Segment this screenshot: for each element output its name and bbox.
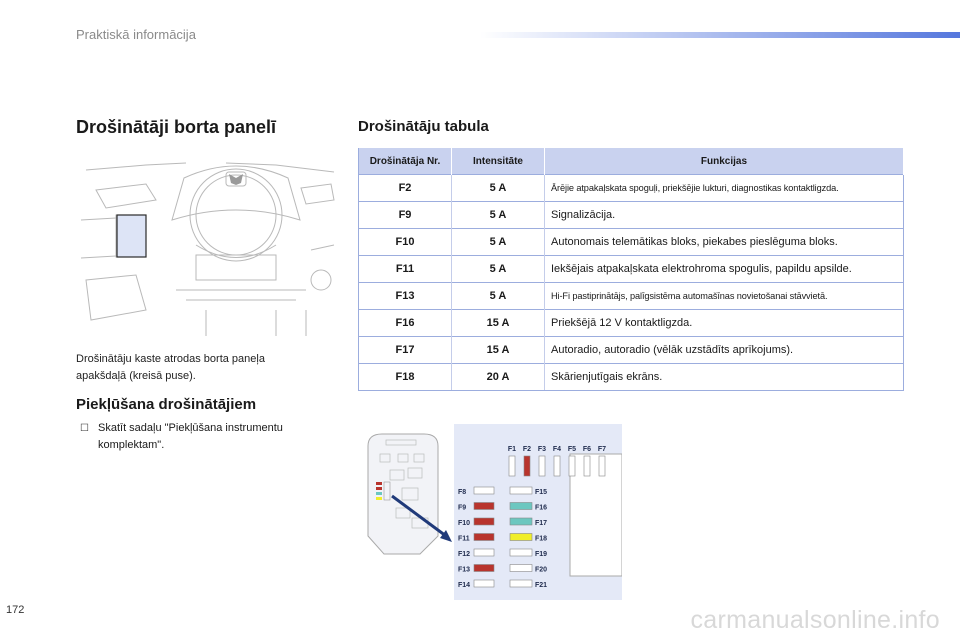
fuse-slot-f18 xyxy=(510,534,532,541)
fuse-slot-f11 xyxy=(474,534,494,541)
fuse-label-f13: F13 xyxy=(458,566,471,574)
fuse-box-overview xyxy=(368,434,452,554)
fuse-slot-f20 xyxy=(510,565,532,572)
fuse-table-title: Drošinātāju tabula xyxy=(358,118,489,135)
fuse-function: Autonomais telemātikas bloks, piekabes pieslēguma bloks. xyxy=(545,229,904,256)
intensity-header: Intensitāte xyxy=(452,148,545,175)
functions-header: Funkcijas xyxy=(545,148,904,175)
table-row xyxy=(359,202,904,229)
watermark: carmanualsonline.info xyxy=(690,606,940,634)
fuse-number: F10 xyxy=(359,229,452,256)
fuse-slot-f9 xyxy=(474,503,494,510)
fuse-label-f15: F15 xyxy=(535,489,548,496)
fuse-intensity: 20 A xyxy=(452,364,545,391)
fuse-slot-f19 xyxy=(510,549,532,556)
fuse-slot-f4 xyxy=(554,456,560,476)
fuse-slot-f7 xyxy=(599,456,605,476)
fuse-function: Signalizācija. xyxy=(545,202,904,229)
fuse-label-f9: F9 xyxy=(458,504,467,512)
fuse-label-f1: F1 xyxy=(507,446,517,453)
fuse-label-f6: F6 xyxy=(582,446,592,453)
table-row xyxy=(359,283,904,310)
table-row xyxy=(359,337,904,364)
fuse-label-f8: F8 xyxy=(458,489,467,496)
fuse-function: Hi-Fi pastiprinātājs, palīgsistēma automašīnas novietošanai stāvvietā. xyxy=(545,283,904,310)
fuses-dashboard-title: Drošinātāji borta panelī xyxy=(76,117,277,137)
table-row xyxy=(359,256,904,283)
fuse-number: F17 xyxy=(359,337,452,364)
fuse-number: F13 xyxy=(359,283,452,310)
fuse-slot-f10 xyxy=(474,518,494,525)
fuse-slot-f5 xyxy=(569,456,575,476)
fuse-number-header: Drošinātāja Nr. xyxy=(359,148,452,175)
bullet-icon: ☐ xyxy=(80,423,89,434)
fuse-intensity: 5 A xyxy=(452,256,545,283)
table-row xyxy=(359,175,904,202)
fuse-function: Skārienjutīgais ekrāns. xyxy=(545,364,904,391)
fuse-intensity: 5 A xyxy=(452,202,545,229)
fuse-slot-f2 xyxy=(524,456,530,476)
fuse-slot-f14 xyxy=(474,580,494,587)
table-row xyxy=(359,229,904,256)
header-bar xyxy=(480,32,960,38)
fuse-label-f12: F12 xyxy=(458,551,471,558)
fuse-slot-f6 xyxy=(584,456,590,476)
fuse-slot-f17 xyxy=(510,518,532,525)
fuse-intensity: 5 A xyxy=(452,283,545,310)
fuse-label-f18: F18 xyxy=(535,535,548,543)
fuse-access-title: Piekļūšana drošinātājiem xyxy=(76,396,257,413)
page-number: 172 xyxy=(6,604,25,616)
table-row xyxy=(359,364,904,391)
fuse-slot-f13 xyxy=(474,565,494,572)
fuse-number: F18 xyxy=(359,364,452,391)
fuse-intensity: 15 A xyxy=(452,337,545,364)
fuse-slot-f12 xyxy=(474,549,494,556)
fuse-slot-f16 xyxy=(510,503,532,510)
fuse-label-f3: F3 xyxy=(537,446,547,453)
fuse-intensity: 5 A xyxy=(452,175,545,202)
dashboard-illustration xyxy=(76,160,338,336)
fuse-label-f21: F21 xyxy=(535,582,548,589)
fuse-access-bullet xyxy=(80,420,330,454)
fuse-label-f7: F7 xyxy=(597,446,607,453)
fuse-slot-f1 xyxy=(509,456,515,476)
fuse-function: Iekšējais atpakaļskata elektrohroma spogulis, papildu apsilde. xyxy=(545,256,904,283)
fuse-intensity: 5 A xyxy=(452,229,545,256)
fuse-label-f17: F17 xyxy=(535,520,548,527)
fuse-function: Ārējie atpakaļskata spoguļi, priekšējie lukturi, diagnostikas kontaktligzda. xyxy=(545,175,904,202)
fuse-box-location: Drošinātāju kaste atrodas borta paneļa apakšdaļā (kreisā puse). xyxy=(76,353,265,382)
fuse-label-f20: F20 xyxy=(535,566,548,574)
fuse-number: F16 xyxy=(359,310,452,337)
fuse-label-f19: F19 xyxy=(535,551,548,558)
fuse-label-f2: F2 xyxy=(522,446,532,453)
fuse-function: Autoradio, autoradio (vēlāk uzstādīts aprīkojums). xyxy=(545,337,904,364)
fuse-label-f4: F4 xyxy=(552,446,562,453)
fuse-label-f16: F16 xyxy=(535,504,548,512)
fuse-slot-f21 xyxy=(510,580,532,587)
fuse-slot-f8 xyxy=(474,487,494,494)
fuse-label-f14: F14 xyxy=(458,582,471,589)
fuse-slot-f3 xyxy=(539,456,545,476)
fuse-intensity: 15 A xyxy=(452,310,545,337)
table-row xyxy=(359,310,904,337)
fuse-label-f5: F5 xyxy=(567,446,577,453)
fuse-table xyxy=(358,148,904,391)
fuse-slot-f15 xyxy=(510,487,532,494)
fuse-number: F9 xyxy=(359,202,452,229)
fuse-function: Priekšējā 12 V kontaktligzda. xyxy=(545,310,904,337)
header-section-title: Praktiskā informācija xyxy=(76,27,196,42)
fuse-label-f11: F11 xyxy=(458,535,470,543)
fuse-number: F2 xyxy=(359,175,452,202)
fuse-number: F11 xyxy=(359,256,452,283)
fuse-access-text: Skatīt sadaļu "Piekļūšana instrumentu komplektam". xyxy=(98,422,283,451)
fuse-box-diagram xyxy=(362,424,622,600)
fuse-label-f10: F10 xyxy=(458,520,471,527)
